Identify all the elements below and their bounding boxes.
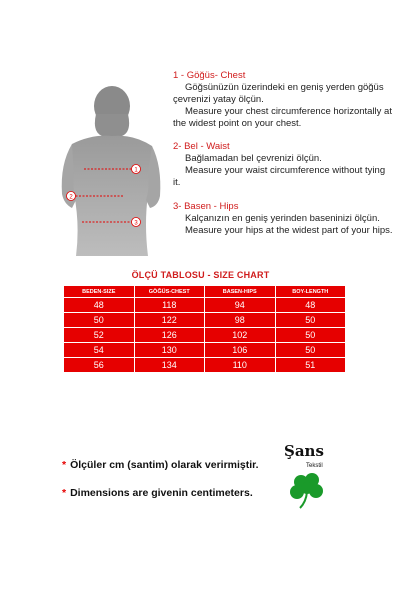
asterisk-icon: * xyxy=(62,459,67,471)
table-cell: 50 xyxy=(64,313,135,328)
instruction-heading: 3- Basen - Hips xyxy=(173,201,239,212)
table-cell: 51 xyxy=(275,358,346,373)
table-cell: 126 xyxy=(134,328,205,343)
table-row xyxy=(64,298,346,313)
table-cell: 118 xyxy=(134,298,205,313)
instruction-heading: 2- Bel - Waist xyxy=(173,141,230,152)
logo-wordmark: Şans xyxy=(284,442,324,460)
logo-subtitle: Tekstil xyxy=(306,463,323,469)
size-chart-table xyxy=(63,285,346,373)
instruction-tr: Bağlamadan bel çevrenizi ölçün. xyxy=(185,153,322,164)
table-cell: 48 xyxy=(64,298,135,313)
table-row xyxy=(64,343,346,358)
instruction-en: Measure your hips at the widest part of your hips. xyxy=(185,225,393,236)
table-row xyxy=(64,328,346,343)
instruction-chest xyxy=(173,70,395,130)
marker-waist xyxy=(67,192,76,201)
table-cell: 50 xyxy=(275,328,346,343)
table-row xyxy=(64,358,346,373)
instruction-heading: 1 - Göğüs- Chest xyxy=(173,70,246,81)
note-text: Dimensions are givenin centimeters. xyxy=(70,487,253,499)
size-chart-title: ÖLÇÜ TABLOSU - SIZE CHART xyxy=(131,270,270,280)
body-measurement-figure xyxy=(52,84,162,256)
brand-logo xyxy=(278,442,348,512)
column-header: GÖĞÜS-CHEST xyxy=(134,286,205,298)
table-cell: 52 xyxy=(64,328,135,343)
table-cell: 134 xyxy=(134,358,205,373)
instruction-hips xyxy=(173,201,395,237)
note-turkish xyxy=(62,459,259,471)
table-cell: 48 xyxy=(275,298,346,313)
svg-text:2: 2 xyxy=(69,194,73,201)
table-cell: 98 xyxy=(205,313,276,328)
table-cell: 122 xyxy=(134,313,205,328)
table-row xyxy=(64,313,346,328)
table-cell: 130 xyxy=(134,343,205,358)
table-cell: 102 xyxy=(205,328,276,343)
marker-chest xyxy=(132,165,141,174)
table-cell: 54 xyxy=(64,343,135,358)
instruction-waist xyxy=(173,141,395,189)
note-english xyxy=(62,487,253,499)
table-header-row xyxy=(64,286,346,298)
svg-text:3: 3 xyxy=(134,220,138,227)
instruction-tr: Kalçanızın en geniş yerinden baseninizi ölçün. xyxy=(185,213,380,224)
table-cell: 94 xyxy=(205,298,276,313)
note-text: Ölçüler cm (santim) olarak verirmiştir. xyxy=(70,459,259,471)
table-cell: 56 xyxy=(64,358,135,373)
column-header: BEDEN-SIZE xyxy=(64,286,135,298)
svg-text:1: 1 xyxy=(134,167,138,174)
column-header: BASEN-HIPS xyxy=(205,286,276,298)
table-cell: 110 xyxy=(205,358,276,373)
asterisk-icon: * xyxy=(62,487,67,499)
table-cell: 50 xyxy=(275,313,346,328)
instruction-tr: Göğsünüzün üzerindeki en geniş yerden göğüs çevrenizi yatay ölçün. xyxy=(173,82,384,105)
table-cell: 106 xyxy=(205,343,276,358)
instruction-en: Measure your waist circumference without tying it. xyxy=(173,165,386,188)
marker-hips xyxy=(132,218,141,227)
instruction-en: Measure your chest circumference horizontally at the widest point on your chest. xyxy=(173,106,392,129)
table-cell: 50 xyxy=(275,343,346,358)
column-header: BOY-LENGTH xyxy=(275,286,346,298)
clover-icon xyxy=(288,472,328,510)
